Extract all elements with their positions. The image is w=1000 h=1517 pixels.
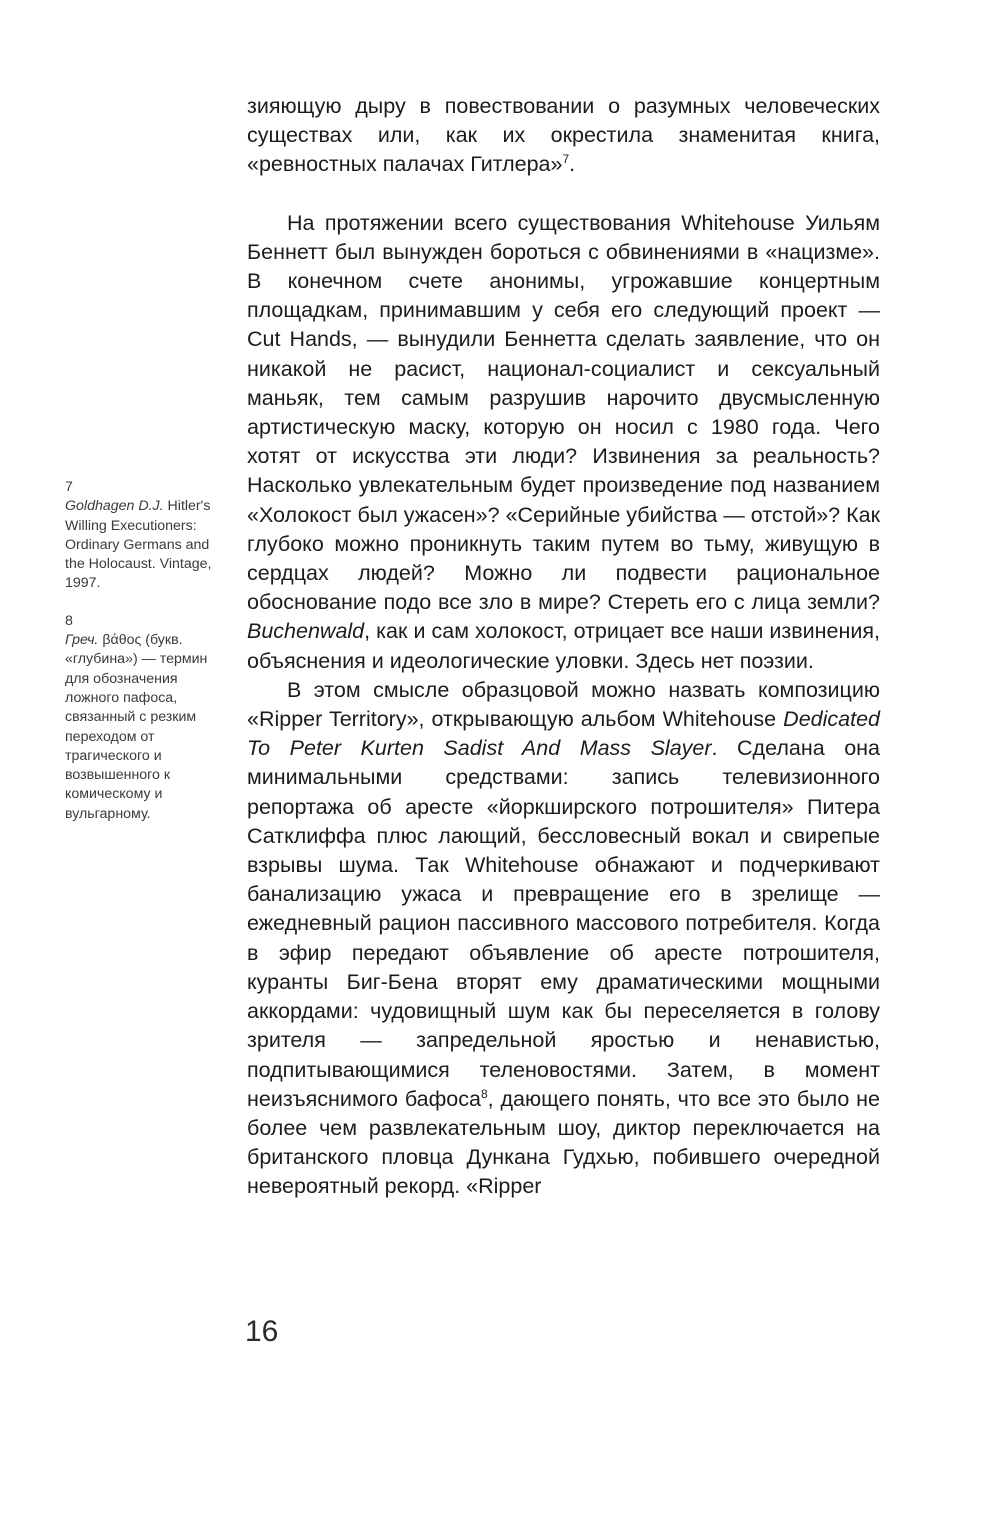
footnote-ref-8[interactable]: 8 <box>480 1086 488 1101</box>
footnote-7-text <box>65 497 215 593</box>
paragraph-3 <box>247 676 880 1202</box>
footnote-8-text <box>65 631 215 824</box>
paragraph-2-italic: Buchenwald <box>247 619 365 644</box>
main-text-column <box>247 92 880 1202</box>
footnote-7-author: Goldhagen D.J. <box>65 498 164 515</box>
paragraph-1 <box>247 92 880 180</box>
paragraph-3-text-b: . Сделана она минимальными средствами: запись телевизионного репортажа об аресте «йоркширского потрошителя» Питера Сатклиффа плюс лающий, бессловесный вокал и свирепые взрывы шума. Так Whitehouse обнажают и подчеркивают банализацию ужаса и превращение его в зрелище — ежедневный рацион пассивного массового потребителя. Когда в эфир передают объявление об аресте потрошителя, куранты Биг-Бена вторят ему драматическими мощными аккордами: чудовищный шум как бы переселяется в голову зрителя — запредельной яростью и ненавистью, подпитывающимися теленовостями. Затем, в момент неизъяснимого бафоса <box>247 736 880 1111</box>
paragraph-3-italic: Dedicated To Peter Kurten Sadist And Mass Slayer <box>247 707 880 761</box>
paragraph-1-tail: . <box>569 152 576 177</box>
paragraph-1-text: зияющую дыру в повествовании о разумных человеческих существах или, как их окрестила знаменитая книга, «ревностных палачах Гитлера» <box>247 94 880 177</box>
margin-footnotes <box>65 478 215 842</box>
paragraph-2-text-a: На протяжении всего существования Whitehouse Уильям Беннетт был вынужден бороться с обвинениями в «нацизме». В конечном счете анонимы, угрожавшие концертным площадкам, принимавшим у себя его следующий проект — Cut Hands, — вынудили Беннетта сделать заявление, что он никакой не расист, национал-социалист и сексуальный маньяк, тем самым разрушив нарочито двусмысленную артистическую маску, которую он носил с 1980 года. Чего хотят от искусства эти люди? Извинения за реальность? Насколько увлекательным будет произведение под названием «Холокост был ужасен»? «Серийные убийства — отстой»? Как глубоко можно проникнуть таким путем во тьму, живущую в сердцах людей? Можно ли подвести рациональное обоснование подо все зло в мире? Стереть его с лица земли? <box>247 210 880 615</box>
page-number: 16 <box>245 1315 279 1348</box>
footnote-7-number: 7 <box>65 479 73 495</box>
footnote-8-number: 8 <box>65 612 73 629</box>
footnote-7-body: Hitler's Willing Executioners: Ordinary Germans and the Holocaust. Vintage, 1997. <box>65 498 212 592</box>
paragraph-3-text-a: В этом смысле образцовой можно назвать композицию «Ripper Territory», открывающую альбом Whitehouse <box>247 677 880 732</box>
footnote-8-language: Греч. <box>65 632 99 649</box>
footnote-8-body: βάθος (букв. «глубина») — термин для обозначения ложного пафоса, связанный с резким переходом от трагического и возвышенного к комическому и вульгарному. <box>65 632 208 822</box>
footnote-7 <box>65 478 215 594</box>
paragraph-3-text-c: , дающего понять, что все это было не более чем развлекательным шоу, диктор переключается на британского пловца Дункана Гудхью, побившего очередной невероятный рекорд. «Ripper <box>247 1086 880 1199</box>
paragraph-2 <box>247 209 880 676</box>
footnote-8 <box>65 612 215 824</box>
footnote-ref-7[interactable]: 7 <box>562 152 570 167</box>
paragraph-2-text-b: , как и сам холокост, отрицает все наши извинения, объяснения и идеологические уловки. Здесь нет поэзии. <box>247 619 880 673</box>
